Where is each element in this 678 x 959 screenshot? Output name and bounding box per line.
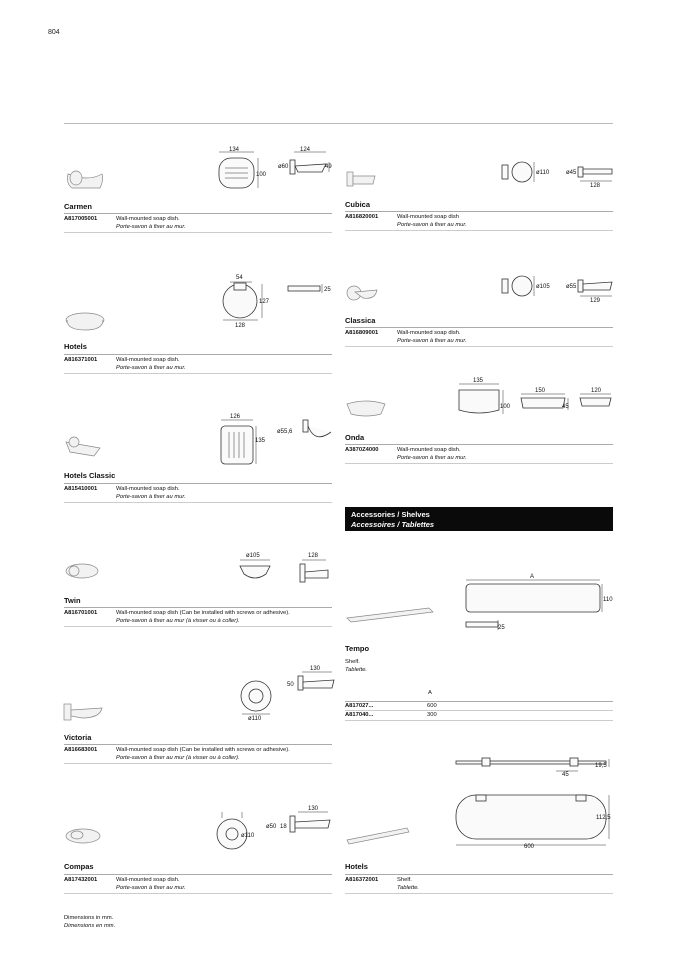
description-fr: Tablette.	[345, 667, 368, 673]
dim-label: 54	[236, 275, 243, 281]
dim-label: 45	[562, 404, 569, 410]
dim-label: 134	[229, 147, 240, 153]
dim-label: 19,5	[595, 763, 607, 769]
dimension-drawing	[238, 666, 338, 722]
section-banner	[345, 507, 613, 531]
dim-label: ø55	[566, 284, 577, 290]
product-name: Cubica	[345, 200, 371, 209]
description-en: Wall-mounted soap dish.	[397, 330, 461, 336]
dim-label: 129	[590, 298, 601, 304]
description-en: Wall-mounted soap dish.	[116, 357, 180, 363]
dimension-drawing	[218, 274, 338, 330]
product-code: A816820001	[345, 214, 379, 220]
dim-label: ø50	[266, 824, 277, 830]
product-name: Victoria	[64, 733, 92, 742]
footer-note-en: Dimensions in mm.	[64, 915, 114, 921]
dim-label: 130	[310, 666, 321, 672]
description-fr: Tablette.	[397, 885, 420, 891]
product-name: Compas	[64, 862, 94, 871]
product-code: A816372001	[345, 877, 379, 883]
section-title-fr: Accessoires / Tablettes	[351, 520, 435, 529]
description-fr: Porte-savon à fixer au mur (à visser ou à coller).	[116, 618, 240, 624]
product-code: A815410001	[64, 486, 98, 492]
description-en: Wall-mounted soap dish (Can be installed with screws or adhesive).	[116, 747, 290, 753]
description-fr: Porte-savon à fixer au mur (à visser ou à coller).	[116, 755, 240, 761]
product-code: A816809001	[345, 330, 379, 336]
product-name: Onda	[345, 433, 365, 442]
description-fr: Porte-savon à fixer au mur.	[116, 885, 186, 891]
description-fr: Porte-savon à fixer au mur.	[116, 494, 186, 500]
dim-label: ø55,6	[277, 429, 293, 435]
soap-dish-photo	[64, 561, 100, 583]
tempo-table	[345, 701, 613, 721]
soap-dish-photo	[64, 826, 102, 846]
description-fr: Porte-savon à fixer au mur.	[116, 365, 186, 371]
product-code: A816683001	[64, 747, 98, 753]
product-name: Hotels	[64, 342, 87, 351]
dim-label: ø45	[566, 170, 577, 176]
dim-label: 150	[535, 388, 546, 394]
table-row-value: 300	[427, 712, 437, 718]
dim-label: 25	[498, 625, 505, 631]
product-code: A817005001	[64, 216, 98, 222]
product-name: Carmen	[64, 202, 92, 211]
dim-label: ø110	[241, 833, 255, 839]
product-name: Hotels Classic	[64, 471, 116, 480]
dimension-drawing	[455, 378, 615, 418]
dim-label: 127	[259, 299, 270, 305]
dim-label: 135	[473, 378, 484, 384]
shelf-photo	[345, 606, 435, 626]
description-en: Wall-mounted soap dish.	[116, 877, 180, 883]
description-fr: Porte-savon à fixer au mur.	[397, 338, 467, 344]
dim-label: ø105	[536, 284, 550, 290]
dimension-drawing	[208, 804, 338, 854]
product-code: A817432001	[64, 877, 98, 883]
dim-label: 128	[308, 553, 319, 559]
soap-dish-photo	[345, 170, 377, 188]
page-number: 804	[48, 29, 60, 36]
soap-dish-photo	[64, 436, 104, 458]
top-divider	[64, 123, 613, 124]
dim-label: ø110	[248, 716, 262, 722]
product-name: Classica	[345, 316, 376, 325]
description-fr: Porte-savon à fixer au mur.	[116, 224, 186, 230]
description-en: Wall-mounted soap dish	[397, 214, 459, 220]
description-en: Wall-mounted soap dish (Can be installed with screws or adhesive).	[116, 610, 290, 616]
dim-label: 120	[591, 388, 602, 394]
column-header-a: A	[428, 690, 432, 696]
description-fr: Porte-savon à fixer au mur.	[397, 455, 467, 461]
dim-label: 128	[235, 323, 246, 329]
dim-label: 130	[308, 806, 319, 812]
description-en: Shelf.	[345, 659, 360, 665]
description-en: Shelf.	[397, 877, 412, 883]
dim-label: 135	[255, 438, 266, 444]
product-code: A3870Z4000	[345, 447, 379, 453]
dimension-drawing	[214, 148, 339, 198]
dim-label: 25	[324, 287, 331, 293]
product-code: A816701001	[64, 610, 98, 616]
section-title-en: Accessories / Shelves	[351, 510, 430, 519]
dim-label: 18	[280, 824, 287, 830]
dim-label: 50	[287, 682, 294, 688]
description-fr: Porte-savon à fixer au mur.	[397, 222, 467, 228]
footer-note-fr: Dimensions en mm.	[64, 923, 116, 929]
shelf-photo	[345, 826, 411, 846]
dim-label: ø110	[536, 170, 550, 176]
dim-label: 600	[524, 844, 535, 850]
dimension-drawing	[500, 155, 618, 191]
dim-label: ø60	[278, 164, 289, 170]
table-row-code: A817040...	[345, 712, 374, 718]
dim-label: 49	[325, 164, 332, 170]
product-name: Twin	[64, 596, 81, 605]
soap-dish-photo	[345, 398, 387, 418]
dim-label: 128	[590, 183, 601, 189]
dim-label: 100	[256, 172, 267, 178]
dimension-drawing	[236, 552, 336, 587]
dimension-drawing	[452, 755, 618, 851]
soap-dish-photo	[64, 168, 104, 193]
soap-dish-photo	[62, 702, 104, 722]
dim-label: A	[530, 574, 535, 580]
dim-label: 45	[562, 772, 569, 778]
soap-dish-photo	[64, 310, 106, 332]
dim-label: 112,5	[596, 815, 611, 821]
dim-label: ø105	[246, 553, 260, 559]
dimension-drawing	[215, 414, 340, 470]
product-name: Hotels	[345, 862, 368, 871]
table-row-value: 600	[427, 703, 437, 709]
soap-dish-photo	[345, 284, 379, 302]
dim-label: 126	[230, 414, 241, 420]
dimension-drawing	[500, 270, 618, 306]
dimension-drawing	[462, 572, 618, 634]
dim-label: 100	[500, 404, 511, 410]
table-row-code: A817027...	[345, 703, 374, 709]
dim-label: 110	[603, 597, 613, 603]
dim-label: 124	[300, 147, 311, 153]
description-en: Wall-mounted soap dish.	[116, 216, 180, 222]
product-code: A816371001	[64, 357, 98, 363]
product-name: Tempo	[345, 644, 370, 653]
description-en: Wall-mounted soap dish.	[116, 486, 180, 492]
description-en: Wall-mounted soap dish.	[397, 447, 461, 453]
